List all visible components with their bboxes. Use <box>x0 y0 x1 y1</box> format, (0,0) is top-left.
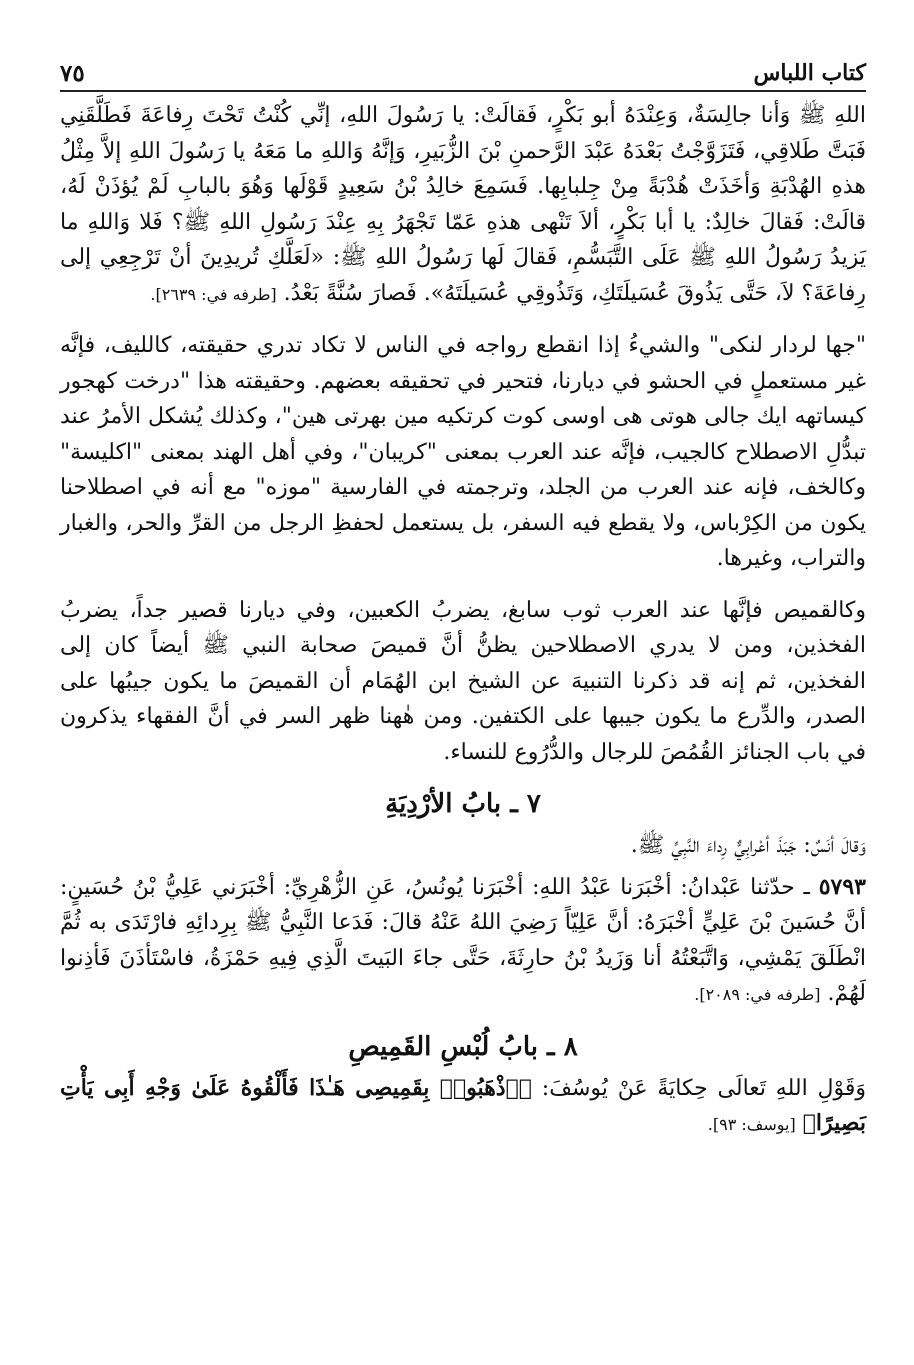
section-8-intro-text: وَقَوْلِ اللهِ تَعالَى حِكايَةً عَنْ يُوسُفَ: <box>541 1075 866 1101</box>
section-7-intro: وَقالَ أنَسٌ: جَبَذَ أعْرابِيٌّ رِداءَ النَّبِيِّ ﷺ. <box>630 833 866 858</box>
hadith-ref: [طرفه في: ٢٠٨٩]. <box>694 985 821 1004</box>
book-title: كتاب اللباس <box>753 60 866 86</box>
hadith-text: ـ حدّثنا عَبْدانُ: أخْبَرَنا عَبْدُ اللهِ: أخْبَرَنا يُونُسُ، عَنِ الزُّهْرِيِّ: أخْبَرَني عَلِيُّ بْنُ حُسَينٍ: أنَّ حُسَينَ بْنَ عَلِيٍّ أخْبَرَهُ: أنَّ عَلِيّاً رَضِيَ اللهُ عَنْهُ قالَ: فَدَعا النَّبِيُّ ﷺ بِرِدائِهِ فارْتَدَى به ثُمَّ انْطَلَقَ يَمْشِي، وَاتَّبَعْتُهُ أنا وَزَيدُ بْنُ حارِثَةَ، حَتَّى جاءَ البَيتَ الَّذِي فِيهِ حَمْزَةُ، فاسْتَأذَنَ فَأذِنوا لَهُمْ. <box>60 874 866 1006</box>
commentary-paragraph-2: وكالقميص فإنَّها عند العرب ثوب سابغ، يضربُ الكعبين، وفي ديارنا قصير جداً، يضربُ الفخذين، ومن لا يدري الاصطلاحين يظنُّ أنَّ قميصَ صحابة النبي ﷺ أيضاً كان إلى الفخذين، ثم إنه قد ذكرنا التنبيهَ عن الشيخ ابن الهُمَام أن القميصَ ما يكون جيبُها على الصدر، والدِّرع ما يكون جيبها على الكتفين. ومن هٰهنا ظهر السر في أنَّ الفقهاء يذكرون في باب الجنائز القُمُصَ للرجال والدُّرُوع للنساء. <box>60 597 866 765</box>
hadith-continuation-text: اللهِ ﷺ وَأنا جالِسَةٌ، وَعِنْدَهُ أبو بَكْرٍ، فَقالَتْ: يا رَسُولَ اللهِ، إنِّي كُنْتُ تَحْتَ رِفاعَةَ فَطَلَّقَنِي فَبَتَّ طَلاقِي، فَتَزَوَّجْتُ بَعْدَهُ عَبْدَ الرَّحمنِ بْنَ الزُّبَيرِ، وَإنَّهُ وَاللهِ ما مَعَهُ يا رَسُولَ اللهِ إلاَّ مِثْلُ هذهِ الهُدْبَةِ وَأخَذَتْ هُدْبَةً مِنْ جِلبابِها. فَسَمِعَ خالِدُ بْنُ سَعِيدٍ قَوْلَها وَهُوَ بالبابِ لَمْ يُؤذَنْ لَهُ، قالَتْ: فَقالَ خالِدٌ: يا أبا بَكْرٍ، ألاَ تَنْهى هذهِ عَمّا تَجْهَرُ بِهِ عِنْدَ رَسُولِ اللهِ ﷺ؟ فَلا وَاللهِ ما يَزيدُ رَسُولُ اللهِ ﷺ عَلَى التَّبَسُّمِ، فَقالَ لَها رَسُولُ اللهِ ﷺ: «لَعَلَّكِ تُريدِينَ أنْ تَرْجِعِي إلى رِفاعَةَ؟ لاَ، حَتَّى يَذُوقَ عُسَيلَتَكِ، وَتَذُوقِي عُسَيلَتَهُ». فَصارَ سُنَّةً بَعْدُ. <box>60 103 866 306</box>
book-page <box>60 50 866 1345</box>
section-heading-8: ٨ ـ بابُ لُبْسِ القَمِيصِ <box>348 1031 578 1062</box>
page-number: ٧٥ <box>60 60 85 87</box>
section-8-intro <box>60 1071 866 1143</box>
quran-verse: ﴿ٱذْهَبُوا۟ بِقَمِيصِى هَـٰذَا فَأَلْقُوهُ عَلَىٰ وَجْهِ أَبِى يَأْتِ بَصِيرًا﴾ <box>60 1074 866 1136</box>
hadith-5793 <box>60 870 866 1013</box>
hadith-number: ٥٧٩٣ <box>818 873 866 900</box>
hadith-continuation <box>60 98 866 312</box>
verse-ref: [يوسف: ٩٣]. <box>707 1115 796 1134</box>
commentary-paragraph-1: "جها لردار لنكى" والشيءُ إذا انقطع رواجه في الناس لا تكاد تدري حقيقته، كالليف، فإنَّه غير مستعملٍ في الحشو في ديارنا، فتحير في تحقيقه بعضهم. وحقيقته هذا "درخت كهجور كيساتهه ايك جالى هوتى هى اوسى كوت كرتكيه مين بهرتى هين"، وكذلك يُشكل الأمرُ عند تبدُّلِ الاصطلاح كالجيب، فإنَّه عند العرب بمعنى "كريبان"، وفي أهل الهند بمعنى "اكليسة" وكالخف، فإنه عند العرب من الجلد، وترجمته في الفارسية "موزه" مع أنه في اصطلاحنا يكون من الكِرْباس، ولا يقطع فيه السفر، بل يستعمل لحفظِ الرجل من القرِّ والحر، والغبار والتراب، وغيرها. <box>60 333 866 571</box>
section-heading-7: ٧ ـ بابُ الأرْدِيَةِ <box>385 789 541 819</box>
hadith-continuation-ref: [طرفه في: ٢٦٣٩]. <box>150 284 277 304</box>
page-header <box>60 50 866 92</box>
